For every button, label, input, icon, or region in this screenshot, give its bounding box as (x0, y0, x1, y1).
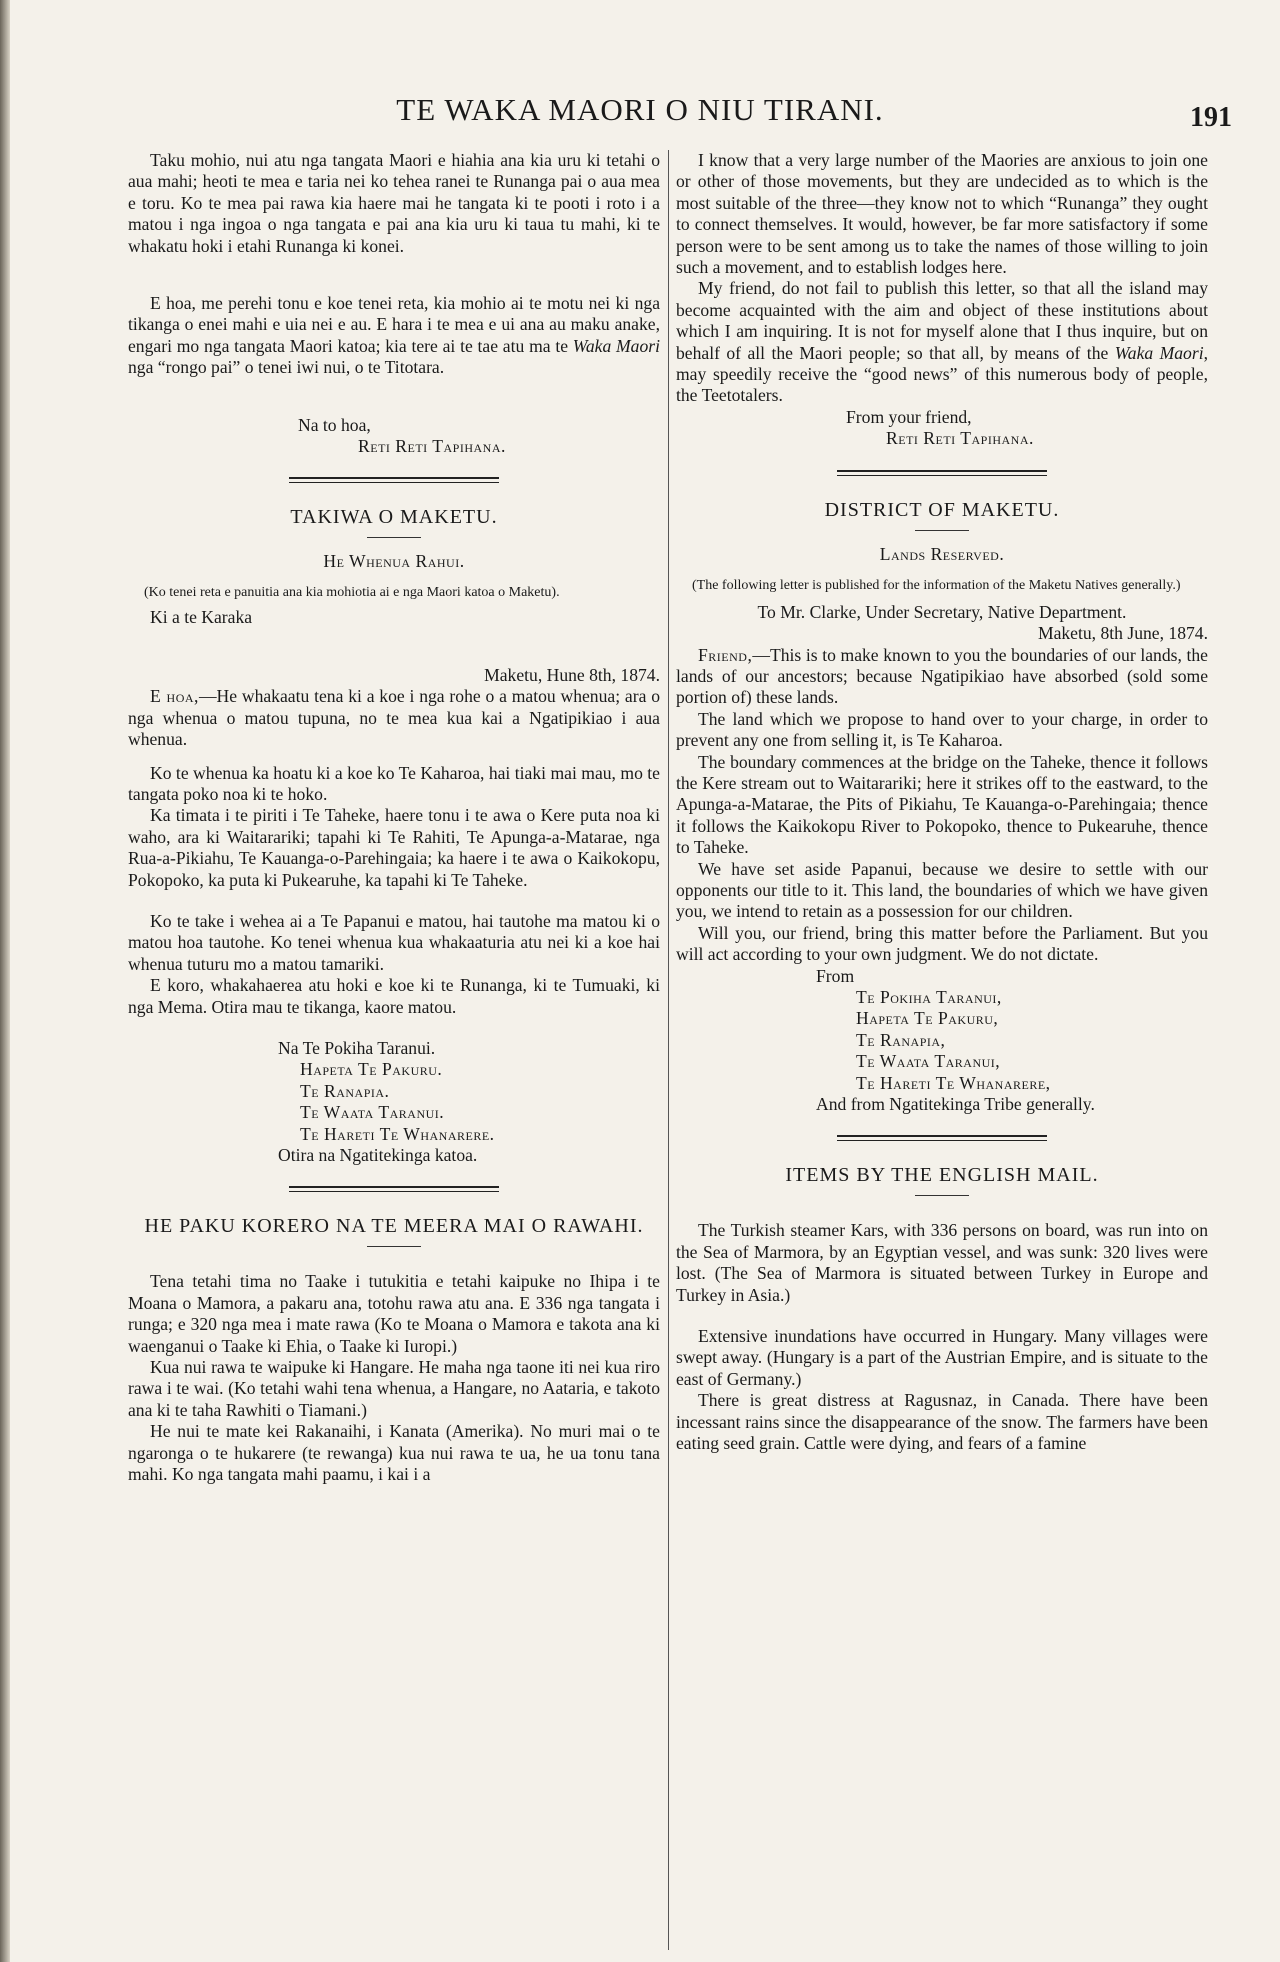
right-paragraph: Extensive inundations have occurred in Hungary. Many villages were swept away. (Hungary is a part of the Austrian Empire, and is situate to the east of Germany.) (676, 1326, 1208, 1389)
signer: Te Ranapia, (856, 1029, 946, 1050)
section-subhead: Lands Reserved. (879, 543, 1005, 564)
signature-name: Reti Reti Tapihana. (886, 428, 1034, 449)
right-paragraph: The boundary commences at the bridge on the Taheke, thence it follows the Kere stream out to Waitarariki; here it strikes off to the eastward, to the Apunga-a-Matarae, the Pits of Pikiahu, Te Kauanga-o-Parehingaia; thence it follows the Kaikokopu River to Pokopoko, thence to Pukearuhe, thence to Taheke. (676, 751, 1208, 858)
left-paragraph: He nui te mate kei Rakanaihi, i Kanata (Amerika). No muri mai o te ngaronga o te hukarere (te rewanga) kua nui rawa te ua, he ua tonu tana mahi. Ko nga tangata mahi paamu, i kai i a (128, 1421, 660, 1485)
section-heading: DISTRICT OF MAKETU. (824, 498, 1060, 521)
left-paragraph: Ko te take i wehea ai a Te Papanui e matou, hai tautohe ma matou ki o matou hoa tautohe. Ko tenei whenua kua whakaaturia atu nei ki a koe hai whenua tuturu mo a matou tamariki. (128, 910, 660, 974)
left-signers (128, 1038, 660, 1166)
section-note: (The following letter is published for the information of the Maketu Natives generally.) (692, 577, 1181, 593)
dateline: Maketu, 8th June, 1874. (1037, 623, 1208, 644)
left-signature (128, 415, 660, 458)
signer: Te Pokiha Taranui, (856, 987, 1002, 1007)
section-note: (Ko tenei reta e panuitia ana kia mohiotia ai e nga Maori katoa o Maketu). (144, 585, 560, 601)
section-heading: HE PAKU KORERO NA TE MEERA MAI O RAWAHI. (144, 1215, 644, 1238)
signer: Otira na Ngatitekinga katoa. (278, 1145, 478, 1165)
short-rule (367, 1246, 421, 1247)
right-paragraph: Friend,—This is to make known to you the boundaries of our lands, the lands of our ancestors; because Ngatipikiao have absorbed (sold some portion of) these lands. (676, 644, 1208, 708)
right-paragraph: Will you, our friend, bring this matter before the Parliament. But you will act according to your own judgment. We do not dictate. (676, 922, 1208, 965)
running-title: TE WAKA MAORI O NIU TIRANI. (396, 92, 884, 127)
page-edge-shadow (0, 0, 10, 1962)
right-signature (676, 407, 1208, 450)
left-paragraph: Kua nui rawa te waipuke ki Hangare. He maha nga taone iti nei kua riro rawa i te wai. (Ko tetahi wahi tena whenua, a Hangare, no Aataria, e takoto ana ki te taha Rawhiti o Tiamani.) (128, 1357, 660, 1420)
section-divider (837, 470, 1047, 476)
left-column (128, 150, 660, 1485)
left-paragraph: Taku mohio, nui atu nga tangata Maori e hiahia ana kia uru ki tetahi o aua mahi; heoti te mea e taria nei ko tehea ranei te Runanga pai o aua mea e toru. Ko te mea pai rawa kia haere mai he tangata ki te pooti i roto i a matou i nga ingoa o nga tangata e pai ana kia uru ki taua tu mahi, ki te whakatu hoki i etahi Runanga ki konei. (128, 150, 660, 256)
section-divider (289, 1186, 499, 1192)
signer: Hapeta Te Pakuru. (300, 1059, 443, 1080)
left-paragraph: Ko te whenua ka hoatu ki a koe ko Te Kaharoa, hai tiaki mai mau, mo te tangata poko noa ki te hoko. (128, 762, 660, 804)
left-paragraph: E hoa,—He whakaatu tena ki a koe i nga rohe o a matou whenua; ara o nga whenua o matou tupuna, no te mea kua kai a Ngatipikiao i aua whenua. (128, 686, 660, 750)
signer: Te Hareti Te Whanarere, (856, 1072, 1051, 1093)
left-paragraph: E koro, whakahaerea atu hoki e koe ki te Runanga, ki te Tumuaki, ki nga Mema. Otira mau te tikanga, kaore matou. (128, 975, 660, 1017)
signer: And from Ngatitekinga Tribe generally. (816, 1094, 1095, 1115)
left-paragraph: Ka timata i te piriti i Te Taheke, haere tonu i te awa o Kere puta noa ki waho, ara ki Waitarariki; tapahi ki Te Rahiti, Te Apunga-a-Matarae, nga Rua-a-Pikiahu, Te Kauanga-o-Parehingaia; ka haere i te awa o Kaikokopu, Pokopoko, ka puta ki Pukearuhe, ka tapahi ki Te Taheke. (128, 805, 660, 890)
section-divider (289, 477, 499, 483)
right-paragraph: The Turkish steamer Kars, with 336 persons on board, was run into on the Sea of Marmora, by an Egyptian vessel, and was sunk: 320 lives were lost. (The Sea of Marmora is situated between Turkey in Europe and Turkey in Asia.) (676, 1220, 1208, 1305)
column-rule (668, 150, 669, 1950)
section-heading: ITEMS BY THE ENGLISH MAIL. (785, 1164, 1099, 1187)
left-paragraph: E hoa, me perehi tonu e koe tenei reta, kia mohio ai te motu nei ki nga tikanga o enei mahi e uia nei e au. E hara i te mea e ui ana au maku anake, engari mo nga tangata Maori katoa; kia tere ai te tae atu ma te Waka Maori nga “rongo pai” o tenei iwi nui, o te Titotara. (128, 293, 660, 378)
short-rule (915, 1195, 969, 1196)
right-paragraph: My friend, do not fail to publish this letter, so that all the island may become acquainted with the aim and object of these institutions about which I am inquiring. It is not for myself alone that I thus inquire, but on behalf of all the Maori people; so that all, by means of the Waka Maori, may speedily receive the “good news” of this numerous body of people, the Teetotalers. (676, 278, 1208, 406)
right-paragraph: I know that a very large number of the Maories are anxious to join one or other of those movements, but they are undecided as to which is the most suitable of the three—they know not to which “Runanga” they ought to connect themselves. It would, however, be far more satisfactory if some person were to be sent among us to take the names of those willing to join such a movement, and to establish lodges here. (676, 150, 1208, 278)
addressee: Ki a te Karaka (150, 607, 253, 628)
section-heading: TAKIWA O MAKETU. (290, 506, 498, 529)
dateline: Maketu, Hune 8th, 1874. (484, 664, 660, 685)
signer: Te Waata Taranui, (856, 1051, 1001, 1072)
signature-name: Reti Reti Tapihana. (358, 436, 506, 457)
signer: Te Hareti Te Whanarere. (300, 1123, 495, 1144)
signature-line: Na to hoa, (298, 414, 371, 435)
signature-line: From your friend, (846, 406, 972, 427)
page-header (0, 92, 1280, 132)
addressee: To Mr. Clarke, Under Secretary, Native Department. (757, 601, 1127, 622)
short-rule (915, 530, 969, 531)
signer-from: From (816, 965, 855, 986)
right-paragraph: There is great distress at Ragusnaz, in Canada. There have been incessant rains since the disappearance of the snow. The farmers have been eating seed grain. Cattle were dying, and fears of a famine (676, 1390, 1208, 1454)
signer: Te Ranapia. (300, 1080, 390, 1101)
page-number: 191 (1190, 102, 1232, 133)
short-rule (367, 537, 421, 538)
right-paragraph: The land which we propose to hand over to your charge, in order to prevent any one from selling it, is Te Kaharoa. (676, 708, 1208, 751)
signer: Hapeta Te Pakuru, (856, 1008, 999, 1029)
left-paragraph: Tena tetahi tima no Taake i tutukitia e tetahi kaipuke no Ihipa i te Moana o Mamora, a pakaru ana, totohu rawa atu ana. E 336 nga tangata i runga; e 320 nga mea i mate rawa (Ko te Moana o Mamora e takota ana ki waenganui o Taake ki Ehia, o Taake ki Iuropi.) (128, 1271, 660, 1356)
right-column (676, 150, 1208, 1455)
signer: Na Te Pokiha Taranui. (278, 1037, 436, 1058)
section-divider (837, 1135, 1047, 1141)
right-paragraph: We have set aside Papanui, because we desire to settle with our opponents our title to it. This land, the boundaries of which we have given you, we intend to retain as a possession for our children. (676, 858, 1208, 922)
right-signers (676, 966, 1208, 1116)
section-subhead: He Whenua Rahui. (323, 551, 465, 572)
signer: Te Waata Taranui. (300, 1102, 445, 1123)
